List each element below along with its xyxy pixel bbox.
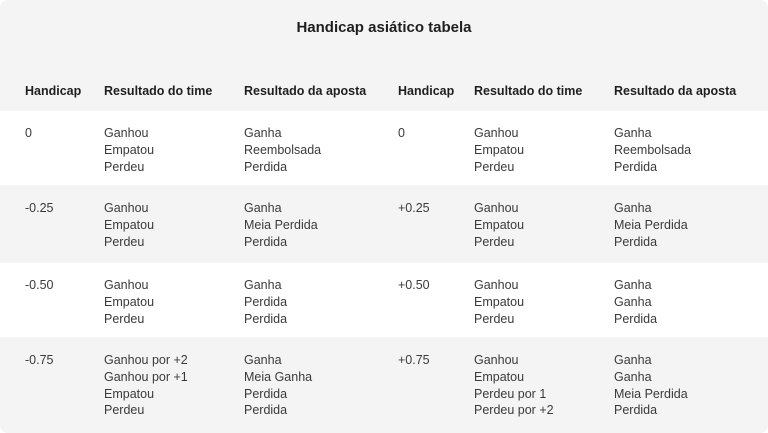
team-result-line: Ganhou — [104, 278, 149, 292]
team-result-line: Ganhou — [474, 201, 519, 215]
bet-result-line: Meia Perdida — [244, 217, 318, 232]
handicap-value-right: +0.25 — [398, 201, 430, 215]
team-result-line: Perdeu — [104, 159, 145, 174]
team-result-left — [104, 125, 154, 175]
team-result-line: Empatou — [474, 369, 525, 384]
bet-result-line: Ganha — [244, 201, 282, 215]
bet-result-right — [614, 352, 688, 419]
bet-result-line: Perdida — [244, 234, 288, 249]
team-result-right — [474, 352, 554, 419]
bet-result-line: Ganha — [244, 353, 282, 367]
bet-result-line: Ganha — [614, 294, 652, 309]
header-team-result-left: Resultado do time — [104, 84, 213, 98]
team-result-line: Empatou — [474, 294, 525, 309]
handicap-value-right: 0 — [398, 126, 405, 140]
team-result-line: Perdeu — [104, 403, 145, 418]
team-result-line: Empatou — [104, 217, 155, 232]
team-result-left — [104, 200, 154, 250]
team-result-left — [104, 352, 188, 419]
header-handicap-left: Handicap — [25, 84, 82, 98]
bet-result-line: Perdida — [244, 159, 288, 174]
bet-result-line: Reembolsada — [244, 142, 322, 157]
handicap-value-right: +0.50 — [398, 278, 430, 292]
team-result-right — [474, 200, 524, 250]
team-result-line: Ganhou por +1 — [104, 369, 188, 384]
handicap-value-left: 0 — [25, 126, 32, 140]
bet-result-right — [614, 125, 691, 175]
bet-result-line: Ganha — [614, 369, 652, 384]
team-result-line: Perdeu por 1 — [474, 386, 547, 401]
bet-result-line: Perdida — [614, 234, 658, 249]
team-result-line: Perdeu — [474, 159, 515, 174]
table-row — [0, 111, 768, 185]
bet-result-line: Perdida — [244, 311, 288, 326]
team-result-line: Perdeu — [474, 234, 515, 249]
team-result-line: Empatou — [104, 294, 155, 309]
handicap-value-right: +0.75 — [398, 353, 430, 367]
bet-result-line: Ganha — [614, 278, 652, 292]
team-result-line: Empatou — [474, 217, 525, 232]
bet-result-left — [244, 125, 321, 175]
bet-result-line: Perdida — [614, 159, 658, 174]
header-handicap-right: Handicap — [398, 84, 455, 98]
handicap-value-left: -0.50 — [25, 278, 54, 292]
bet-result-left — [244, 352, 312, 419]
bet-result-line: Meia Perdida — [614, 386, 688, 401]
header-bet-result-left: Resultado da aposta — [244, 84, 367, 98]
team-result-right — [474, 277, 524, 327]
bet-result-line: Perdida — [244, 294, 288, 309]
team-result-line: Ganhou — [474, 278, 519, 292]
table-header-row — [0, 84, 768, 102]
table-title: Handicap asiático tabela — [296, 19, 472, 36]
bet-result-right — [614, 200, 688, 250]
team-result-line: Empatou — [104, 386, 155, 401]
handicap-value-left: -0.25 — [25, 201, 54, 215]
bet-result-left — [244, 200, 318, 250]
header-team-result-right: Resultado do time — [474, 84, 583, 98]
team-result-line: Empatou — [474, 142, 525, 157]
bet-result-line: Perdida — [614, 311, 658, 326]
bet-result-left — [244, 277, 287, 327]
team-result-line: Ganhou — [104, 201, 149, 215]
bet-result-line: Ganha — [614, 353, 652, 367]
table-row — [0, 186, 768, 262]
team-result-line: Perdeu — [474, 311, 515, 326]
bet-result-line: Ganha — [614, 126, 652, 140]
table-row — [0, 263, 768, 337]
team-result-line: Perdeu — [104, 234, 145, 249]
bet-result-line: Perdida — [244, 386, 288, 401]
bet-result-line: Reembolsada — [614, 142, 692, 157]
bet-result-line: Ganha — [244, 126, 282, 140]
team-result-line: Ganhou — [104, 126, 149, 140]
team-result-right — [474, 125, 524, 175]
bet-result-right — [614, 277, 657, 327]
bet-result-line: Perdida — [244, 403, 288, 418]
header-bet-result-right: Resultado da aposta — [614, 84, 737, 98]
bet-result-line: Ganha — [614, 201, 652, 215]
bet-result-line: Meia Perdida — [614, 217, 688, 232]
handicap-value-left: -0.75 — [25, 353, 54, 367]
table-row — [0, 338, 768, 433]
bet-result-line: Perdida — [614, 403, 658, 418]
team-result-line: Perdeu — [104, 311, 145, 326]
team-result-line: Perdeu por +2 — [474, 403, 554, 418]
team-result-left — [104, 277, 154, 327]
team-result-line: Ganhou por +2 — [104, 353, 188, 367]
bet-result-line: Meia Ganha — [244, 369, 313, 384]
team-result-line: Empatou — [104, 142, 155, 157]
bet-result-line: Ganha — [244, 278, 282, 292]
team-result-line: Ganhou — [474, 126, 519, 140]
team-result-line: Ganhou — [474, 353, 519, 367]
